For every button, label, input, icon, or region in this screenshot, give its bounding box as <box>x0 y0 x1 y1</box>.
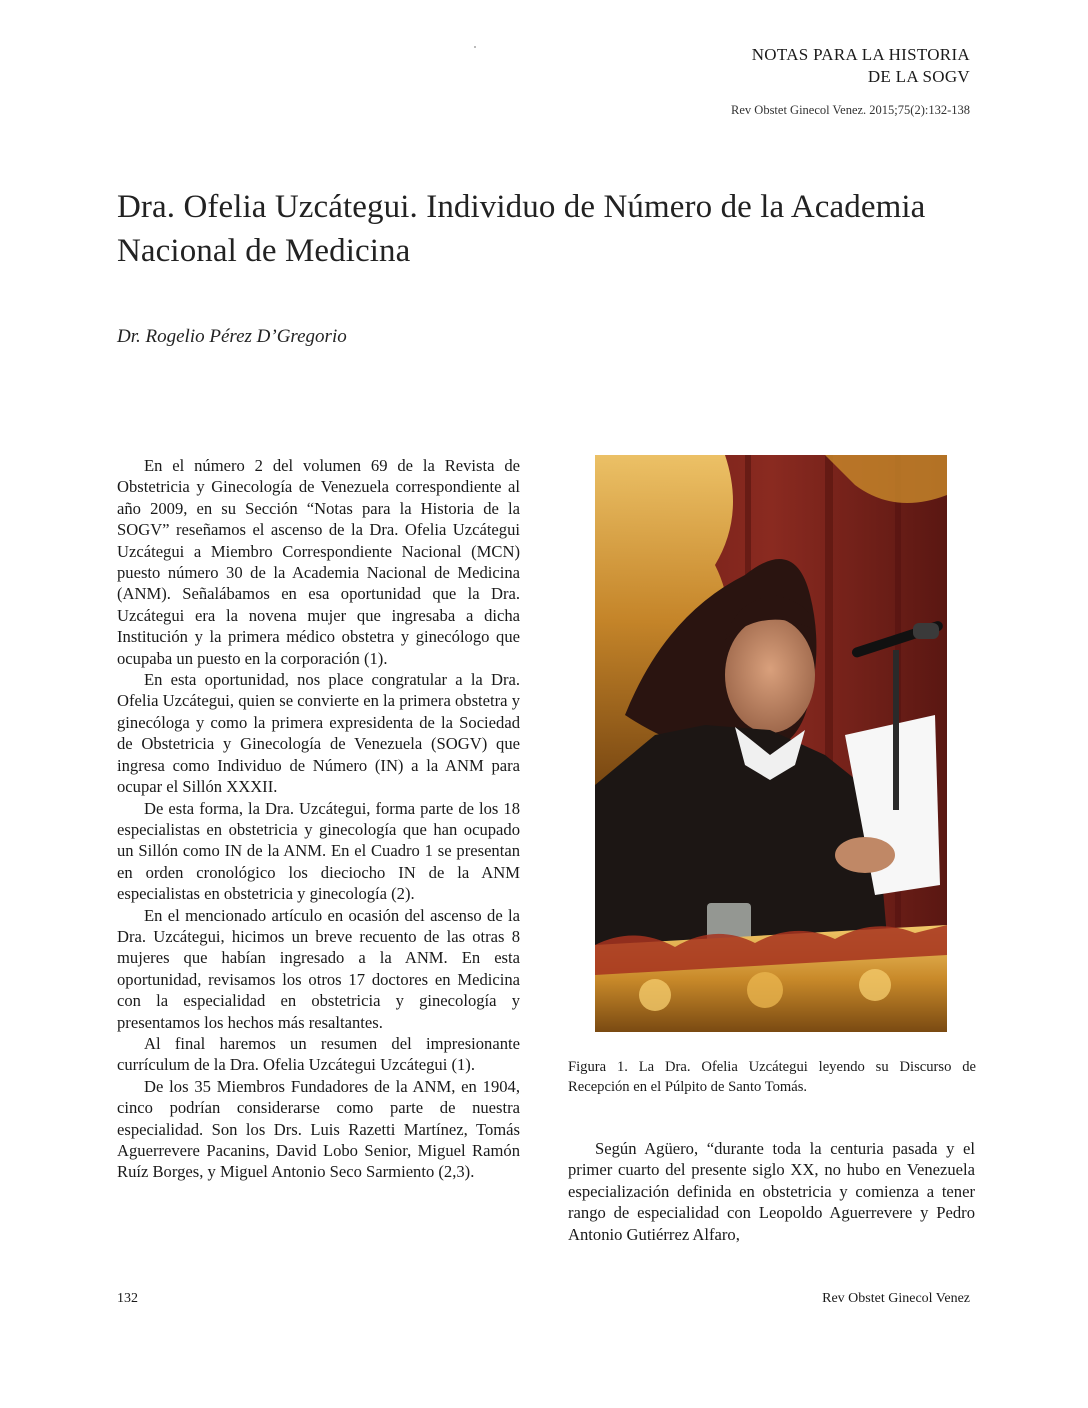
photo-illustration <box>595 455 947 1032</box>
paragraph: En esta oportunidad, nos place congratular a la Dra. Ofelia Uzcátegui, quien se convierte en la primera obstetra y ginecóloga y como la primera expresidenta de la Sociedad de Obstetricia y Ginecología de Venezuela (SOGV) que ingresa como Individuo de Número (IN) a la ANM para ocupar el Sillón XXXII. <box>117 670 520 797</box>
footer-journal: Rev Obstet Ginecol Venez <box>822 1291 970 1306</box>
paragraph: En el mencionado artículo en ocasión del ascenso de la Dra. Uzcátegui, hicimos un breve recuento de las otras 8 mujeres que habían ingresado a la ANM. En esta oportunidad, revisamos los otros 17 doctores en Medicina con la especialidad en obstetricia y ginecología y presentamos los hechos más resaltantes. <box>117 905 520 1032</box>
figure-caption: Figura 1. La Dra. Ofelia Uzcátegui leyendo su Discurso de Recepción en el Púlpito de Santo Tomás. <box>568 1059 976 1095</box>
paragraph: En el número 2 del volumen 69 de la Revista de Obstetricia y Ginecología de Venezuela correspondiente al año 2009, en su Sección “Notas para la Historia de la SOGV” reseñamos el ascenso de la Dra. Ofelia Uzcátegui Uzcátegui a Miembro Correspondiente Nacional (MCN) puesto número 30 de la Academia Nacional de Medicina (ANM). Señalábamos en esa oportunidad que la Dra. Uzcátegui era la novena mujer que ingresaba a dicha Institución y la primera médico obstetra y ginecólogo que ocupaba un puesto en la corporación (1). <box>117 456 520 668</box>
paragraph: Según Agüero, “durante toda la centuria pasada y el primer cuarto del presente siglo XX, no hubo en Venezuela especialización definida en obstetricia y comienza a tener rango de especialidad con Leopoldo Aguerrevere y Pedro Antonio Gutiérrez Alfaro, <box>568 1139 975 1244</box>
scan-speck <box>474 46 476 48</box>
journal-reference: Rev Obstet Ginecol Venez. 2015;75(2):132-138 <box>731 103 970 117</box>
article-author: Dr. Rogelio Pérez D’Gregorio <box>117 326 347 347</box>
section-label-line2: DE LA SOGV <box>867 67 970 86</box>
body-column-left <box>117 455 520 1183</box>
body-column-right <box>568 1138 975 1245</box>
paragraph: Al final haremos un resumen del impresionante currículum de la Dra. Ofelia Uzcátegui Uzcátegui (1). <box>117 1033 520 1075</box>
figure-photo <box>595 455 947 1032</box>
article-title: Dra. Ofelia Uzcátegui. Individuo de Número de la Academia Nacional de Medicina <box>117 189 926 269</box>
paragraph: De esta forma, la Dra. Uzcátegui, forma parte de los 18 especialistas en obstetricia y ginecología que han ocupado un Sillón como IN de la ANM. En el Cuadro 1 se presentan en orden cronológico los dieciocho IN de la ANM especialistas en obstetricia y ginecología (2). <box>117 798 520 904</box>
page-number: 132 <box>117 1291 138 1306</box>
section-label <box>752 44 970 88</box>
section-label-line1: NOTAS PARA LA HISTORIA <box>751 45 970 64</box>
paragraph: De los 35 Miembros Fundadores de la ANM, en 1904, cinco podrían considerarse como parte de nuestra especialidad. Son los Drs. Luis Razetti Martínez, Tomás Aguerrevere Pacanins, David Lobo Senior, Miguel Ramón Ruíz Borges, y Miguel Antonio Seco Sarmiento (2,3). <box>117 1076 520 1182</box>
